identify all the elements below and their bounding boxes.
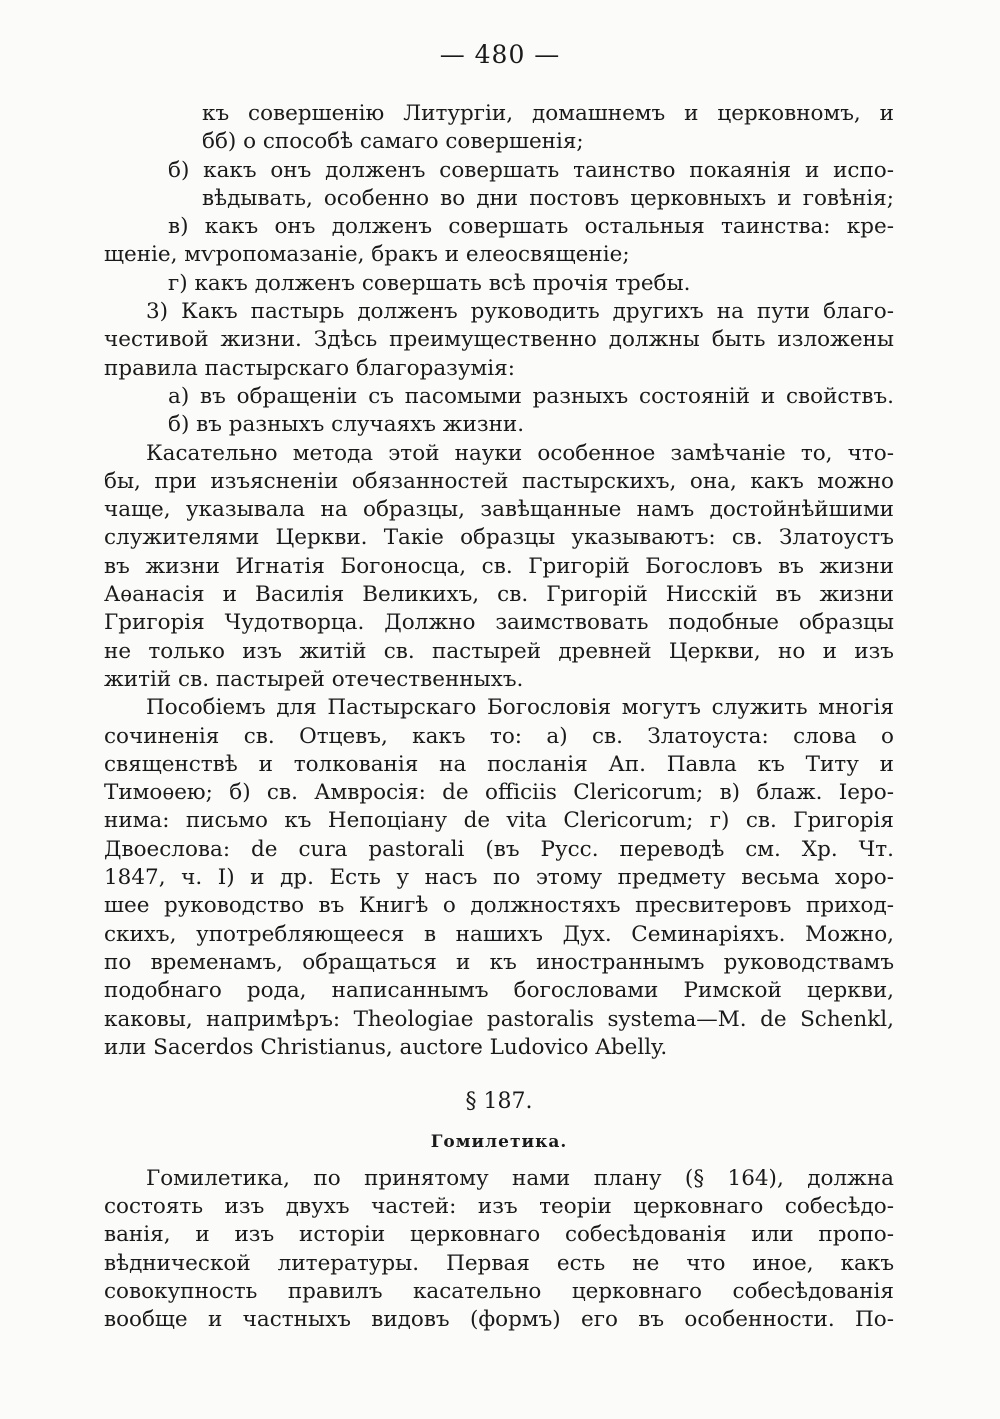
text-line: честивой жизни. Здѣсь преимущественно должны быть изложены xyxy=(104,327,894,353)
text-line: состоять изъ двухъ частей: изъ теоріи церковнаго собесѣдо- xyxy=(104,1193,894,1219)
text-line: каковы, напримѣръ: Theologiae pastoralis systema—M. de Schenkl, xyxy=(104,1006,894,1032)
text-line: скихъ, употребляющееся в нашихъ Дух. Семинаріяхъ. Можно, xyxy=(104,921,894,947)
text-line: къ совершенію Литургіи, домашнемъ и церковномъ, и xyxy=(202,101,894,126)
text-line: бб) о способѣ самаго совершенія; xyxy=(202,129,584,155)
text-line: бы, при изъясненіи обязанностей пастырскихъ, она, какъ можно xyxy=(104,468,894,494)
text-line: а) въ обращеніи съ пасомыми разныхъ состояній и свойствъ. xyxy=(168,383,894,409)
page-body xyxy=(104,100,894,1334)
text-line: вѣднической литературы. Первая есть не что иное, какъ xyxy=(104,1250,894,1276)
text-line: Пособіемъ для Пастырскаго Богословія могутъ служить многія xyxy=(146,695,894,721)
text-line: совокупность правилъ касательно церковнаго собесѣдованія xyxy=(104,1278,894,1304)
text-line: шее руководство въ Книгѣ о должностяхъ пресвитеровъ приход- xyxy=(104,893,894,919)
section-number: § 187. xyxy=(465,1089,533,1115)
text-line: священствѣ и толкованія на посланія Ап. Павла къ Титу и xyxy=(104,751,894,777)
text-line: г) какъ долженъ совершать всѣ прочія требы. xyxy=(168,270,691,296)
text-line: б) въ разныхъ случаяхъ жизни. xyxy=(168,412,525,438)
text-line: правила пастырскаго благоразумія: xyxy=(104,355,515,381)
text-line: Гомилетика, по принятому нами плану (§ 164), должна xyxy=(146,1165,894,1191)
text-line: ванія, и изъ исторіи церковнаго собесѣдованія или пропо- xyxy=(104,1222,894,1248)
text-line: чаще, указывала на образцы, завѣщанные намъ достойнѣйшими xyxy=(104,497,894,523)
text-line: сочиненія св. Отцевъ, какъ то: а) св. Златоуста: слова о xyxy=(104,723,894,749)
text-line: Григорія Чудотворца. Должно заимствовать подобные образцы xyxy=(104,610,894,636)
text-line: или Sacerdos Christianus, auctore Ludovico Abelly. xyxy=(104,1034,668,1060)
text-line: въ жизни Игнатія Богоносца, св. Григорій Богословъ въ жизни xyxy=(104,553,894,579)
text-line: нима: письмо къ Непоціану de vita Clericorum; г) св. Григорія xyxy=(104,808,894,834)
text-line: Аѳанасія и Василія Великихъ, св. Григорій Нисскій въ жизни xyxy=(104,582,894,608)
text-line: вѣдывать, особенно во дни постовъ церковныхъ и говѣнія; xyxy=(202,185,894,211)
text-line: 1847, ч. I) и др. Есть у насъ по этому предмету весьма хоро- xyxy=(104,865,894,891)
text-line: щеніе, мѵропомазаніе, бракъ и елеосвященіе; xyxy=(104,242,630,268)
text-line: подобнаго рода, написаннымъ богословами Римской церкви, xyxy=(104,978,894,1004)
text-line: в) какъ онъ долженъ совершать остальныя таинства: кре- xyxy=(168,214,894,240)
text-line: 3) Какъ пастырь долженъ руководить другихъ на пути благо- xyxy=(146,299,894,325)
text-line: не только изъ житій св. пастырей древней Церкви, но и изъ xyxy=(104,638,894,664)
section-title: Гомилетика. xyxy=(430,1132,568,1153)
text-line: б) какъ онъ долженъ совершать таинство покаянія и испо- xyxy=(168,157,894,183)
text-line: служителями Церкви. Такіе образцы указываютъ: св. Златоустъ xyxy=(104,525,894,551)
page-number: — 480 — xyxy=(439,40,561,69)
text-line: Касательно метода этой науки особенное замѣчаніе то, что- xyxy=(146,440,894,466)
text-line: по временамъ, обращаться и къ иностраннымъ руководствамъ xyxy=(104,949,894,975)
text-line: вообще и частныхъ видовъ (формъ) его въ особенности. По- xyxy=(104,1307,894,1333)
text-line: Двоеслова: de cura pastorali (въ Русс. переводѣ см. Хр. Чт. xyxy=(104,836,894,862)
text-line: житій св. пастырей отечественныхъ. xyxy=(104,666,524,692)
text-line: Тимоѳею; б) св. Амвросія: de officiis Clericorum; в) блаж. Іеро- xyxy=(104,780,894,806)
